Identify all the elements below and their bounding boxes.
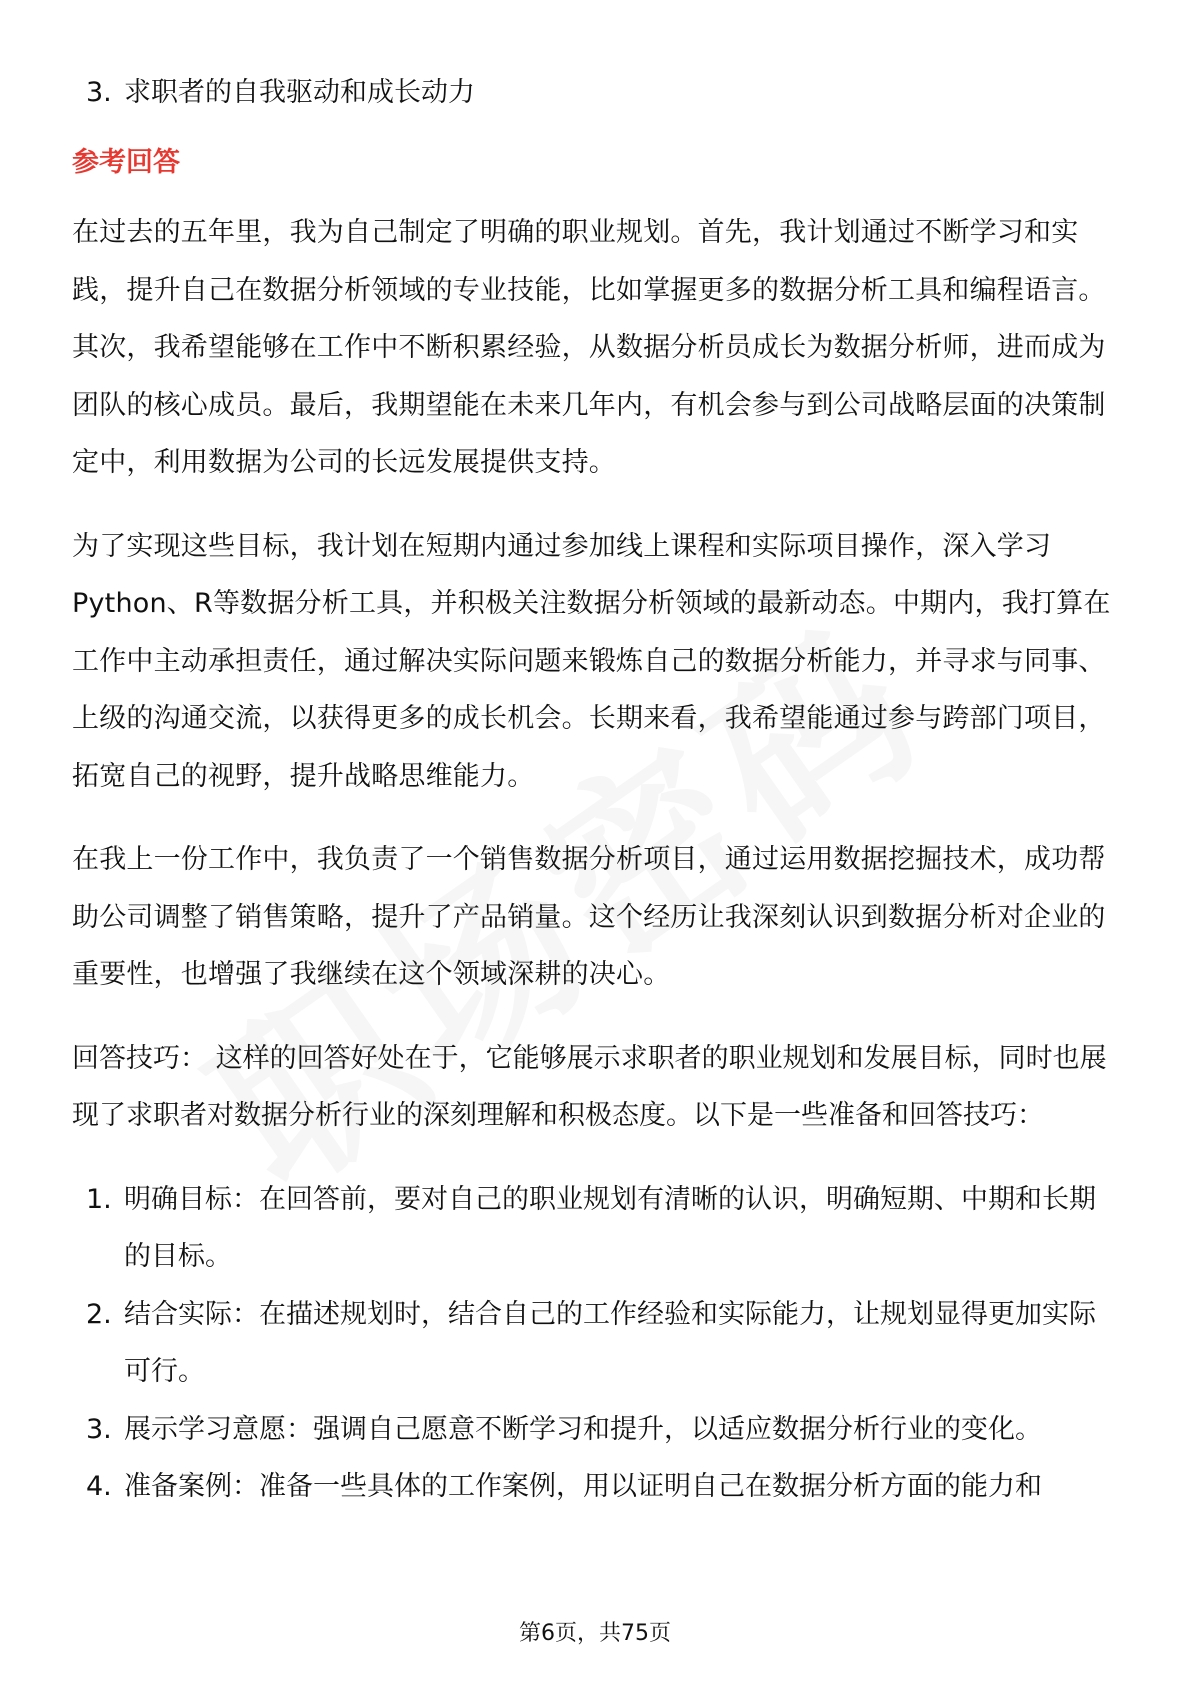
list-item (72, 1401, 1122, 1459)
page-number: 第6页，共75页 (519, 1621, 671, 1646)
list-text: 明确目标：在回答前，要对自己的职业规划有清晰的认识，明确短期、中期和长期的目标。 (124, 1183, 1096, 1272)
list-item (72, 1286, 1122, 1401)
paragraph-2: 为了实现这些目标，我计划在短期内通过参加线上课程和实际项目操作，深入学习Python、R等数据分析工具，并积极关注数据分析领域的最新动态。中期内，我打算在工作中主动承担责任，通过解决实际问题来锻炼自己的数据分析能力，并寻求与同事、上级的沟通交流，以获得更多的成长机会。长期来看，我希望能通过参与跨部门项目，拓宽自己的视野，提升战略思维能力。 (72, 530, 1111, 792)
list-text: 结合实际：在描述规划时，结合自己的工作经验和实际能力，让规划显得更加实际可行。 (124, 1298, 1096, 1387)
list-number: 1. (86, 1183, 112, 1215)
section-heading: 参考回答 (72, 147, 180, 178)
tips-list (72, 1171, 1122, 1516)
answer-tips: 回答技巧： 这样的回答好处在于，它能够展示求职者的职业规划和发展目标，同时也展现了求职者对数据分析行业的深刻理解和积极态度。以下是一些准备和回答技巧： (72, 1042, 1107, 1131)
list-text: 展示学习意愿：强调自己愿意不断学习和提升，以适应数据分析行业的变化。 (124, 1413, 1042, 1445)
list-number: 2. (86, 1298, 112, 1330)
list-number: 3. (86, 77, 112, 108)
list-item (72, 64, 1122, 122)
list-number: 3. (86, 1413, 112, 1445)
document-content (72, 64, 1122, 1516)
list-item (72, 1458, 1122, 1516)
list-text: 求职者的自我驱动和成长动力 (124, 77, 475, 108)
list-text: 准备案例：准备一些具体的工作案例，用以证明自己在数据分析方面的能力和 (124, 1471, 1042, 1502)
list-number: 4. (86, 1471, 112, 1502)
paragraph-1: 在过去的五年里，我为自己制定了明确的职业规划。首先，我计划通过不断学习和实践，提升自己在数据分析领域的专业技能，比如掌握更多的数据分析工具和编程语言。其次，我希望能够在工作中不断积累经验，从数据分析员成长为数据分析师，进而成为团队的核心成员。最后，我期望能在未来几年内，有机会参与到公司战略层面的决策制定中，利用数据为公司的长远发展提供支持。 (72, 217, 1106, 478)
paragraph-3: 在我上一份工作中，我负责了一个销售数据分析项目，通过运用数据挖掘技术，成功帮助公司调整了销售策略，提升了产品销量。这个经历让我深刻认识到数据分析对企业的重要性，也增强了我继续在这个领域深耕的决心。 (72, 844, 1106, 990)
list-item (72, 1171, 1122, 1286)
